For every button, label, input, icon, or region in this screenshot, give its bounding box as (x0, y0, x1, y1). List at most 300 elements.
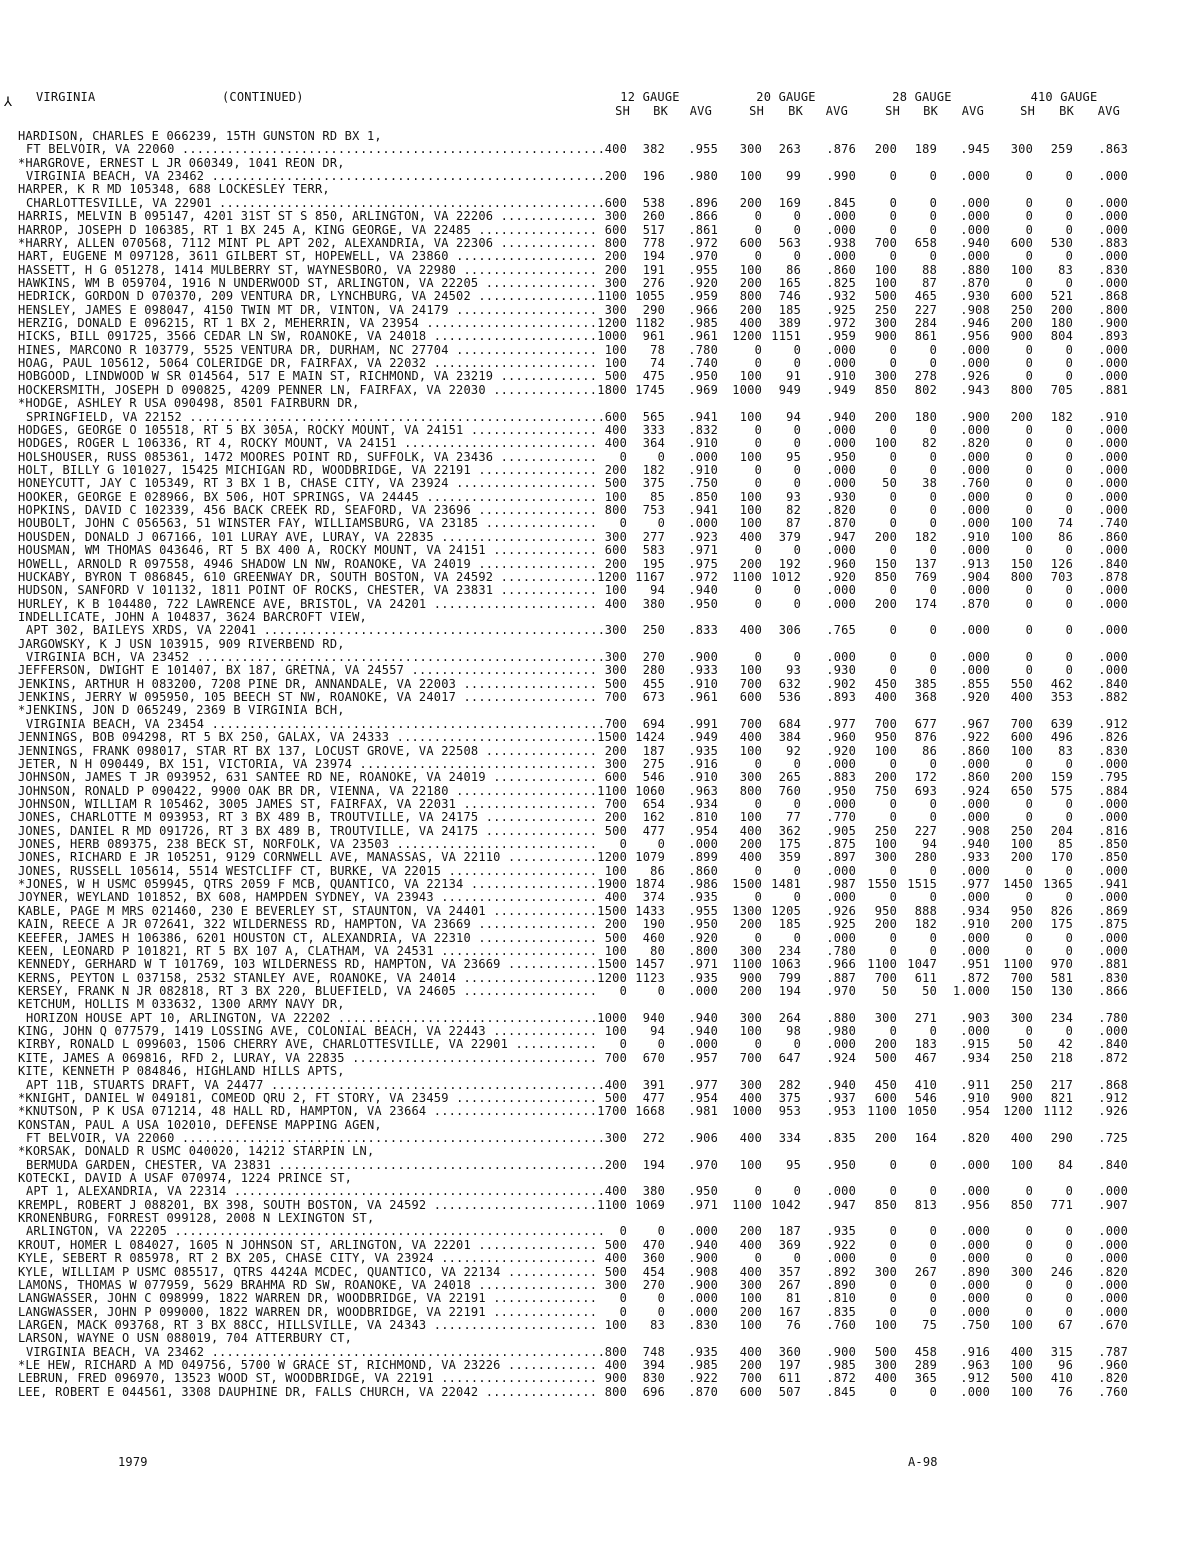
shooter-entry: JETER, N H 090449, BX 151, VICTORIA, VA 23974 ..... (18, 758, 598, 771)
cell-avg: .956 (960, 329, 990, 344)
shooter-entry: *HARRY, ALLEN 070568, 7112 MINT PL APT 202, ALEXANDRIA, VA 22306 ..... (18, 237, 598, 250)
table-row (0, 531, 1200, 544)
cell-sh: 600 (604, 409, 627, 424)
cell-avg: .950 (688, 596, 718, 611)
shooter-entry: HORIZON HOUSE APT 10, ARLINGTON, VA 22202 ..... (26, 1012, 606, 1025)
cell-sh: 0 (1025, 1024, 1033, 1039)
cell-sh: 0 (889, 516, 897, 531)
cell-sh: 700 (604, 716, 627, 731)
table-row (0, 1065, 1200, 1078)
cell-bk: 162 (642, 810, 665, 825)
cell-sh: 100 (604, 489, 627, 504)
cell-bk: 192 (778, 556, 801, 571)
cell-avg: .899 (688, 850, 718, 865)
cell-avg: .950 (688, 1184, 718, 1199)
cell-bk: 0 (1065, 1277, 1073, 1292)
cell-sh: 0 (754, 890, 762, 905)
cell-bk: 86 (1058, 529, 1073, 544)
cell-avg: .991 (688, 716, 718, 731)
shooter-entry: HAWKINS, WM B 059704, 1916 N UNDERWOOD ST, ARLINGTON, VA 22205 ..... (18, 277, 598, 290)
cell-sh: 100 (739, 503, 762, 518)
cell-sh: 100 (739, 262, 762, 277)
cell-sh: 200 (604, 169, 627, 184)
cell-sh: 400 (1010, 1344, 1033, 1359)
cell-sh: 300 (1010, 1010, 1033, 1025)
shooter-entry: HOUSDEN, DONALD J 067166, 101 LURAY AVE, LURAY, VA 22835 ..... (18, 531, 598, 544)
table-row (0, 945, 1200, 958)
cell-avg: .000 (1098, 1291, 1128, 1306)
cell-sh: 1100 (597, 783, 627, 798)
cell-bk: 0 (929, 1237, 937, 1252)
cell-bk: 830 (642, 1371, 665, 1386)
cell-avg: .832 (688, 422, 718, 437)
shooter-entry: *KNIGHT, DANIEL W 049181, COMEOD QRU 2, FT STORY, VA 23459 ..... (18, 1092, 598, 1105)
cell-bk: 802 (914, 382, 937, 397)
cell-bk: 0 (1065, 222, 1073, 237)
cell-bk: 0 (793, 863, 801, 878)
cell-bk: 0 (793, 596, 801, 611)
subcol-bk: BK (788, 104, 803, 118)
table-row (0, 891, 1200, 904)
table-row (0, 1079, 1200, 1092)
cell-bk: 0 (929, 503, 937, 518)
cell-sh: 200 (604, 556, 627, 571)
cell-sh: 0 (889, 796, 897, 811)
cell-avg: .866 (1098, 984, 1128, 998)
cell-bk: 467 (914, 1050, 937, 1065)
cell-avg: .912 (960, 1371, 990, 1386)
cell-avg: .950 (688, 917, 718, 932)
cell-bk: 538 (642, 195, 665, 210)
cell-bk: 183 (914, 1037, 937, 1052)
cell-bk: 187 (642, 743, 665, 758)
shooter-entry: *LE HEW, RICHARD A MD 049756, 5700 W GRACE ST, RICHMOND, VA 23226 ..... (18, 1359, 598, 1372)
cell-avg: .770 (826, 810, 856, 825)
cell-bk: 0 (657, 837, 665, 852)
cell-bk: 75 (922, 1317, 937, 1332)
cell-sh: 900 (1010, 1090, 1033, 1105)
table-row (0, 344, 1200, 357)
shooter-entry: LANGWASSER, JOHN C 098999, 1822 WARREN DR, WOODBRIDGE, VA 22191 ..... (18, 1292, 598, 1305)
cell-sh: 0 (889, 1304, 897, 1319)
cell-avg: .908 (960, 302, 990, 317)
cell-bk: 137 (914, 556, 937, 571)
table-row (0, 130, 1200, 143)
shooter-entry: JONES, RUSSELL 105614, 5514 WESTCLIFF CT, BURKE, VA 22015 ..... (18, 865, 598, 878)
cell-avg: .820 (1098, 1264, 1128, 1279)
cell-avg: .000 (688, 837, 718, 852)
cell-avg: .872 (1098, 1050, 1128, 1065)
cell-bk: 76 (1058, 1384, 1073, 1399)
cell-sh: 0 (1025, 449, 1033, 464)
table-row (0, 1185, 1200, 1198)
cell-sh: 800 (604, 235, 627, 250)
cell-bk: 0 (793, 222, 801, 237)
cell-avg: .960 (826, 730, 856, 745)
cell-bk: 1668 (635, 1104, 665, 1119)
cell-sh: 200 (604, 743, 627, 758)
cell-bk: 465 (914, 289, 937, 304)
cell-bk: 517 (642, 222, 665, 237)
cell-avg: .990 (826, 169, 856, 184)
cell-bk: 76 (786, 1317, 801, 1332)
table-row (0, 1105, 1200, 1118)
table-row (0, 918, 1200, 931)
cell-bk: 0 (1065, 596, 1073, 611)
cell-sh: 700 (1010, 970, 1033, 985)
cell-sh: 1100 (732, 1197, 762, 1212)
shooter-entry: HOUSMAN, WM THOMAS 043646, RT 5 BX 400 A, ROCKY MOUNT, VA 24151 ..... (18, 544, 598, 557)
cell-avg: .000 (960, 249, 990, 264)
cell-avg: .986 (688, 877, 718, 892)
cell-avg: .912 (1098, 716, 1128, 731)
shooter-entry: HART, EUGENE M 097128, 3611 GILBERT ST, HOPEWELL, VA 23860 ..... (18, 250, 598, 263)
cell-bk: 826 (1050, 903, 1073, 918)
cell-sh: 700 (739, 1371, 762, 1386)
cell-bk: 0 (1065, 503, 1073, 518)
shooter-entry: KING, JOHN Q 077579, 1419 LOSSING AVE, COLONIAL BEACH, VA 22443 ..... (18, 1025, 598, 1038)
cell-bk: 1055 (635, 289, 665, 304)
cell-sh: 800 (739, 289, 762, 304)
table-row (0, 544, 1200, 557)
cell-bk: 673 (642, 690, 665, 705)
table-row (0, 1212, 1200, 1225)
cell-bk: 78 (650, 342, 665, 357)
cell-sh: 400 (739, 529, 762, 544)
shooter-entry: JONES, DANIEL R MD 091726, RT 3 BX 489 B, TROUTVILLE, VA 24175 ..... (18, 825, 598, 838)
cell-sh: 0 (1025, 222, 1033, 237)
cell-avg: .000 (1098, 209, 1128, 224)
cell-avg: .970 (826, 984, 856, 998)
cell-avg: .000 (688, 449, 718, 464)
cell-sh: 950 (874, 730, 897, 745)
cell-sh: 0 (889, 810, 897, 825)
table-row (0, 504, 1200, 517)
table-row (0, 771, 1200, 784)
cell-sh: 400 (1010, 690, 1033, 705)
subcol-sh: SH (885, 104, 900, 118)
cell-avg: .903 (960, 1010, 990, 1025)
cell-sh: 600 (1010, 730, 1033, 745)
cell-sh: 0 (754, 930, 762, 945)
cell-bk: 0 (793, 356, 801, 371)
cell-bk: 195 (642, 556, 665, 571)
cell-bk: 1182 (635, 316, 665, 331)
cell-bk: 0 (793, 1251, 801, 1266)
cell-avg: .868 (1098, 289, 1128, 304)
cell-avg: .985 (688, 316, 718, 331)
cell-bk: 1012 (771, 569, 801, 584)
shooter-entry: HINES, MARCONO R 103779, 5525 VENTURA DR, DURHAM, NC 27704 ..... (18, 344, 598, 357)
cell-bk: 0 (793, 476, 801, 491)
cell-avg: .934 (960, 903, 990, 918)
cell-sh: 500 (1010, 1371, 1033, 1386)
cell-sh: 200 (739, 837, 762, 852)
cell-sh: 0 (754, 422, 762, 437)
shooter-entry: HOLSHOUSER, RUSS 085361, 1472 MOORES POINT RD, SUFFOLK, VA 23436 ..... (18, 451, 598, 464)
cell-avg: .890 (826, 1277, 856, 1292)
cell-avg: .000 (960, 489, 990, 504)
shooter-entry: LAMONS, THOMAS W 077959, 5629 BRAHMA RD SW, ROANOKE, VA 24018 ..... (18, 1279, 598, 1292)
cell-bk: 185 (778, 302, 801, 317)
cell-bk: 0 (1065, 663, 1073, 678)
cell-sh: 100 (604, 1024, 627, 1039)
table-row (0, 558, 1200, 571)
subcol-avg: AVG (961, 104, 984, 118)
table-row (0, 825, 1200, 838)
cell-sh: 250 (874, 302, 897, 317)
table-row (0, 517, 1200, 530)
cell-bk: 1060 (635, 783, 665, 798)
cell-sh: 1100 (1003, 957, 1033, 972)
cell-bk: 0 (929, 863, 937, 878)
cell-bk: 0 (1065, 1237, 1073, 1252)
cell-bk: 250 (642, 623, 665, 638)
cell-sh: 600 (604, 222, 627, 237)
cell-bk: 88 (922, 262, 937, 277)
cell-avg: .960 (1098, 1358, 1128, 1373)
cell-sh: 1700 (597, 1104, 627, 1119)
cell-avg: .922 (826, 1237, 856, 1252)
cell-bk: 182 (914, 917, 937, 932)
cell-bk: 0 (929, 650, 937, 665)
cell-sh: 600 (874, 1090, 897, 1105)
table-row (0, 1266, 1200, 1279)
cell-bk: 0 (1065, 249, 1073, 264)
cell-avg: .850 (1098, 837, 1128, 852)
cell-avg: .760 (1098, 1384, 1128, 1399)
table-row (0, 584, 1200, 597)
cell-bk: 278 (914, 369, 937, 384)
cell-sh: 850 (874, 1197, 897, 1212)
cell-avg: .920 (960, 690, 990, 705)
subcol-avg: AVG (689, 104, 712, 118)
cell-bk: 368 (914, 690, 937, 705)
cell-sh: 800 (1010, 569, 1033, 584)
cell-bk: 0 (929, 1304, 937, 1319)
cell-bk: 693 (914, 783, 937, 798)
table-row (0, 397, 1200, 410)
cell-sh: 0 (1025, 369, 1033, 384)
cell-sh: 400 (739, 1264, 762, 1279)
cell-avg: .946 (960, 316, 990, 331)
cell-sh: 200 (874, 529, 897, 544)
table-row (0, 1279, 1200, 1292)
cell-bk: 1047 (907, 957, 937, 972)
cell-bk: 380 (642, 1184, 665, 1199)
cell-avg: .881 (1098, 382, 1128, 397)
cell-bk: 0 (929, 583, 937, 598)
cell-sh: 0 (889, 209, 897, 224)
cell-avg: .926 (960, 369, 990, 384)
cell-sh: 1000 (732, 1104, 762, 1119)
cell-bk: 175 (778, 837, 801, 852)
cell-bk: 87 (922, 275, 937, 290)
shooter-entry: LEBRUN, FRED 096970, 13523 WOOD ST, WOODBRIDGE, VA 22191 ..... (18, 1372, 598, 1385)
cell-bk: 507 (778, 1384, 801, 1399)
cell-sh: 300 (739, 1010, 762, 1025)
shooter-entry: JONES, HERB 089375, 238 BECK ST, NORFOLK, VA 23503 ..... (18, 838, 598, 851)
cell-bk: 165 (778, 275, 801, 290)
cell-bk: 696 (642, 1384, 665, 1399)
cell-avg: .935 (688, 970, 718, 985)
cell-avg: .883 (826, 770, 856, 785)
cell-avg: .000 (1098, 422, 1128, 437)
cell-bk: 94 (650, 1024, 665, 1039)
cell-avg: .966 (688, 302, 718, 317)
cell-sh: 600 (604, 770, 627, 785)
cell-avg: .820 (826, 503, 856, 518)
cell-avg: .000 (1098, 449, 1128, 464)
shooter-entry: HOLT, BILLY G 101027, 15425 MICHIGAN RD, WOODBRIDGE, VA 22191 ..... (18, 464, 598, 477)
cell-avg: .000 (1098, 169, 1128, 184)
table-row (0, 865, 1200, 878)
footer-page-number: A-98 (908, 1455, 938, 1469)
cell-sh: 200 (739, 556, 762, 571)
cell-avg: .910 (1098, 409, 1128, 424)
cell-avg: .980 (688, 169, 718, 184)
cell-avg: .800 (1098, 302, 1128, 317)
cell-sh: 100 (1010, 1317, 1033, 1332)
cell-avg: .954 (688, 823, 718, 838)
cell-sh: 1200 (732, 329, 762, 344)
cell-sh: 0 (754, 596, 762, 611)
cell-avg: .830 (1098, 743, 1128, 758)
cell-avg: .000 (1098, 663, 1128, 678)
cell-avg: .000 (688, 1037, 718, 1052)
cell-avg: .000 (960, 890, 990, 905)
cell-avg: .920 (688, 930, 718, 945)
cell-avg: .961 (688, 690, 718, 705)
cell-bk: 575 (1050, 783, 1073, 798)
cell-sh: 800 (1010, 382, 1033, 397)
cell-avg: .934 (688, 796, 718, 811)
cell-sh: 100 (1010, 516, 1033, 531)
cell-avg: .961 (688, 329, 718, 344)
cell-bk: 0 (929, 422, 937, 437)
cell-sh: 0 (889, 583, 897, 598)
cell-bk: 470 (642, 1237, 665, 1252)
cell-bk: 0 (929, 1384, 937, 1399)
cell-sh: 0 (1025, 476, 1033, 491)
cell-sh: 0 (889, 890, 897, 905)
cell-bk: 234 (778, 943, 801, 958)
cell-sh: 400 (874, 690, 897, 705)
cell-bk: 93 (786, 663, 801, 678)
cell-sh: 0 (1025, 462, 1033, 477)
cell-bk: 280 (914, 850, 937, 865)
cell-avg: .910 (960, 529, 990, 544)
cell-sh: 700 (739, 1050, 762, 1065)
table-row (0, 357, 1200, 370)
cell-sh: 500 (604, 823, 627, 838)
cell-avg: .000 (1098, 1277, 1128, 1292)
table-row (0, 838, 1200, 851)
cell-bk: 38 (922, 476, 937, 491)
cell-avg: .820 (1098, 1371, 1128, 1386)
table-row (0, 664, 1200, 677)
cell-avg: .950 (826, 449, 856, 464)
cell-bk: 0 (657, 1037, 665, 1052)
table-row (0, 932, 1200, 945)
cell-avg: .907 (1098, 1197, 1128, 1212)
cell-sh: 400 (739, 623, 762, 638)
cell-bk: 98 (786, 1024, 801, 1039)
table-row (0, 1346, 1200, 1359)
cell-avg: .956 (960, 1197, 990, 1212)
cell-sh: 0 (889, 422, 897, 437)
cell-avg: .980 (826, 1024, 856, 1039)
cell-sh: 1900 (597, 877, 627, 892)
cell-avg: .969 (688, 382, 718, 397)
cell-sh: 100 (874, 275, 897, 290)
cell-avg: .000 (826, 462, 856, 477)
table-row (0, 785, 1200, 798)
cell-avg: .000 (960, 810, 990, 825)
shooter-entry: KONSTAN, PAUL A USA 102010, DEFENSE MAPPING AGEN, (18, 1118, 382, 1132)
cell-avg: .932 (826, 289, 856, 304)
cell-avg: .765 (826, 623, 856, 638)
cell-bk: 888 (914, 903, 937, 918)
cell-sh: 300 (739, 770, 762, 785)
cell-bk: 0 (1065, 943, 1073, 958)
cell-sh: 0 (889, 1291, 897, 1306)
cell-sh: 0 (889, 930, 897, 945)
shooter-entry: HOBGOOD, LINDWOOD W SR 014564, 517 E MAIN ST, RICHMOND, VA 23219 ..... (18, 370, 598, 383)
cell-bk: 360 (642, 1251, 665, 1266)
cell-sh: 900 (874, 329, 897, 344)
shooter-entry: JONES, RICHARD E JR 105251, 9129 CORNWELL AVE, MANASSAS, VA 22110 ..... (18, 851, 598, 864)
shooter-entry: HARRIS, MELVIN B 095147, 4201 31ST ST S 850, ARLINGTON, VA 22206 ..... (18, 210, 598, 223)
cell-sh: 1500 (597, 730, 627, 745)
cell-avg: .000 (960, 943, 990, 958)
cell-bk: 410 (1050, 1371, 1073, 1386)
cell-avg: .000 (1098, 930, 1128, 945)
cell-avg: .908 (960, 823, 990, 838)
cell-bk: 454 (642, 1264, 665, 1279)
cell-sh: 100 (874, 837, 897, 852)
cell-bk: 284 (914, 316, 937, 331)
shooter-entry: KROUT, HOMER L 084027, 1605 N JOHNSON ST, ARLINGTON, VA 22201 ..... (18, 1239, 598, 1252)
cell-sh: 0 (619, 516, 627, 531)
cell-bk: 0 (793, 796, 801, 811)
cell-bk: 0 (793, 462, 801, 477)
cell-sh: 0 (754, 1037, 762, 1052)
shooter-entry: HOUBOLT, JOHN C 056563, 51 WINSTER FAY, WILLIAMSBURG, VA 23185 ..... (18, 517, 598, 530)
table-row (0, 958, 1200, 971)
cell-sh: 0 (1025, 1224, 1033, 1239)
cell-avg: .000 (826, 756, 856, 771)
cell-avg: .947 (826, 1197, 856, 1212)
shooter-entry: HODGES, GEORGE O 105518, RT 5 BX 305A, ROCKY MOUNT, VA 24151 ..... (18, 424, 598, 437)
cell-bk: 0 (929, 209, 937, 224)
cell-sh: 0 (754, 1251, 762, 1266)
table-row (0, 1025, 1200, 1038)
cell-sh: 300 (874, 850, 897, 865)
shooter-entry: ARLINGTON, VA 22205 ..... (26, 1225, 606, 1238)
shooter-entry: VIRGINIA BEACH, VA 23462 ..... (26, 170, 606, 183)
cell-sh: 200 (739, 1304, 762, 1319)
cell-bk: 0 (1065, 169, 1073, 184)
cell-sh: 1550 (867, 877, 897, 892)
cell-avg: .959 (688, 289, 718, 304)
cell-sh: 1100 (597, 289, 627, 304)
cell-bk: 217 (1050, 1077, 1073, 1092)
shooter-entry: HARDISON, CHARLES E 066239, 15TH GUNSTON RD BX 1, (18, 130, 382, 143)
cell-sh: 650 (1010, 783, 1033, 798)
cell-avg: .000 (826, 1037, 856, 1052)
cell-avg: .970 (688, 1157, 718, 1172)
